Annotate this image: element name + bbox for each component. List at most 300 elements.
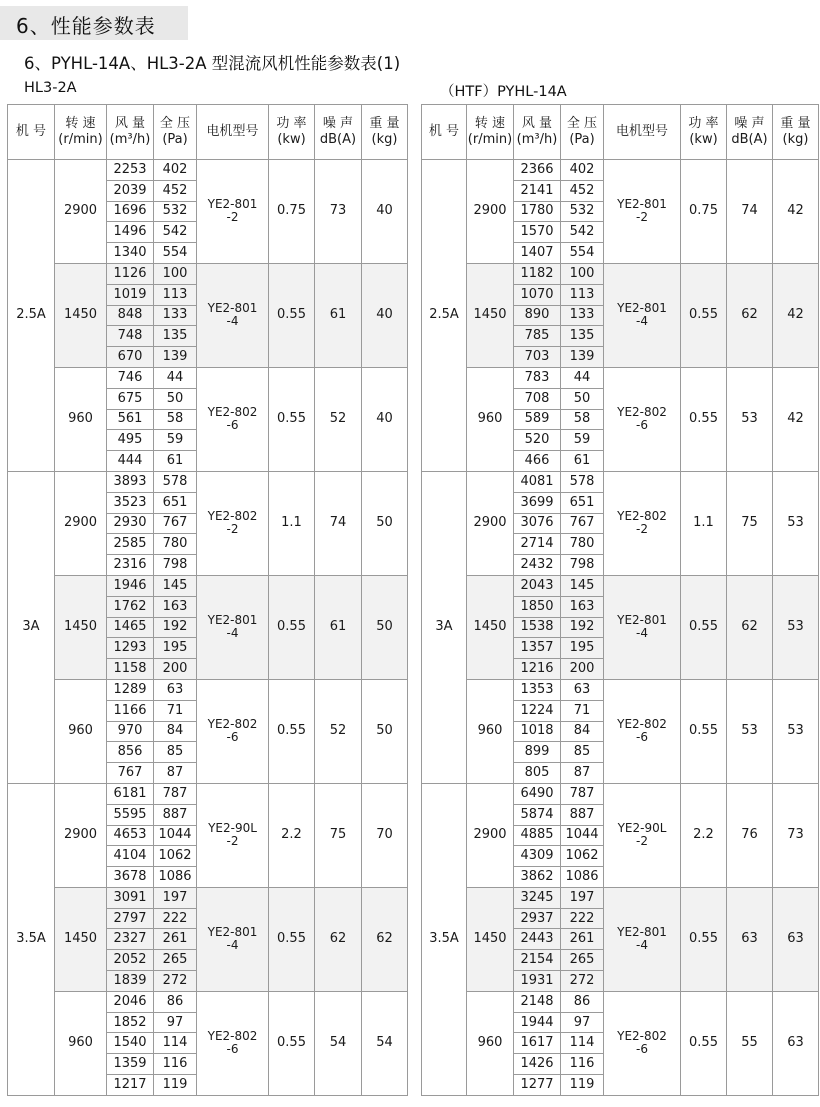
performance-table-pyhl-14a — [421, 104, 819, 1096]
pressure-cell: 554 — [154, 243, 197, 264]
header-unit: (m³/h) — [516, 132, 558, 147]
pressure-cell: 84 — [154, 721, 197, 742]
pressure-cell: 145 — [154, 575, 197, 596]
noise-cell: 75 — [315, 783, 362, 887]
pressure-cell: 265 — [561, 950, 604, 971]
airflow-cell: 899 — [514, 742, 561, 763]
pressure-cell: 887 — [561, 804, 604, 825]
pressure-cell: 651 — [154, 492, 197, 513]
header-label: 噪 声 — [734, 116, 765, 131]
speed-cell: 2900 — [467, 160, 514, 264]
pressure-cell: 97 — [561, 1012, 604, 1033]
header-pressure — [154, 105, 197, 160]
noise-cell: 53 — [727, 679, 773, 783]
pressure-cell: 163 — [154, 596, 197, 617]
pressure-cell: 542 — [561, 222, 604, 243]
pressure-cell: 197 — [154, 887, 197, 908]
motor-pole-line: -6 — [636, 1042, 648, 1057]
airflow-cell: 2432 — [514, 555, 561, 576]
header-label: 转 速 — [474, 116, 506, 131]
section-title: 6、性能参数表 — [16, 14, 156, 38]
header-noise — [727, 105, 773, 160]
pressure-cell: 192 — [154, 617, 197, 638]
airflow-cell: 1353 — [514, 679, 561, 700]
weight-cell: 54 — [362, 991, 408, 1095]
motor-pole-line: -2 — [226, 522, 239, 537]
table-label-pyhl-14a: （HTF）PYHL-14A — [440, 84, 567, 100]
power-cell: 0.55 — [681, 887, 727, 991]
pressure-cell: 87 — [561, 763, 604, 784]
motor-pole-line: -6 — [636, 418, 648, 433]
power-cell: 0.55 — [269, 991, 315, 1095]
noise-cell: 55 — [727, 991, 773, 1095]
motor-model-line: YE2-802 — [207, 509, 258, 524]
pressure-cell: 61 — [561, 451, 604, 472]
header-label: 风 量 — [114, 116, 146, 131]
motor-model-line: YE2-801 — [617, 301, 667, 316]
pressure-cell: 84 — [561, 721, 604, 742]
header-label: 功 率 — [688, 116, 719, 131]
motor-cell — [197, 160, 269, 264]
pressure-cell: 133 — [561, 305, 604, 326]
speed-cell: 960 — [55, 367, 107, 471]
pressure-cell: 63 — [561, 679, 604, 700]
airflow-cell: 1538 — [514, 617, 561, 638]
pressure-cell: 71 — [561, 700, 604, 721]
weight-cell: 42 — [773, 160, 819, 264]
weight-cell: 42 — [773, 367, 819, 471]
weight-cell: 62 — [362, 887, 408, 991]
pressure-cell: 272 — [154, 971, 197, 992]
weight-cell: 50 — [362, 575, 408, 679]
header-speed — [55, 105, 107, 160]
noise-cell: 62 — [727, 575, 773, 679]
airflow-cell: 2043 — [514, 575, 561, 596]
airflow-cell: 2443 — [514, 929, 561, 950]
model-cell: 3A — [8, 471, 55, 783]
power-cell: 0.55 — [269, 367, 315, 471]
power-cell: 0.55 — [269, 679, 315, 783]
speed-cell: 960 — [55, 679, 107, 783]
noise-cell: 74 — [727, 160, 773, 264]
motor-model-line: YE2-90L — [617, 821, 667, 836]
pressure-cell: 58 — [561, 409, 604, 430]
pressure-cell: 139 — [154, 347, 197, 368]
table-row — [422, 575, 819, 596]
speed-cell: 2900 — [55, 783, 107, 887]
pressure-cell: 452 — [561, 180, 604, 201]
airflow-cell: 495 — [107, 430, 154, 451]
header-model — [422, 105, 467, 160]
header-label: 全 压 — [159, 116, 191, 131]
weight-cell: 40 — [362, 367, 408, 471]
pressure-cell: 116 — [154, 1054, 197, 1075]
motor-model-line: YE2-802 — [617, 1029, 667, 1044]
pressure-cell: 222 — [154, 908, 197, 929]
pressure-cell: 1062 — [154, 846, 197, 867]
airflow-cell: 1780 — [514, 201, 561, 222]
airflow-cell: 1289 — [107, 679, 154, 700]
table-row — [8, 160, 408, 181]
pressure-cell: 578 — [561, 471, 604, 492]
speed-cell: 2900 — [55, 160, 107, 264]
airflow-cell: 3091 — [107, 887, 154, 908]
table-row — [8, 783, 408, 804]
header-label: 重 量 — [780, 116, 811, 131]
airflow-cell: 1839 — [107, 971, 154, 992]
motor-cell — [604, 263, 681, 367]
pressure-cell: 100 — [561, 263, 604, 284]
power-cell: 0.75 — [269, 160, 315, 264]
power-cell: 0.55 — [681, 991, 727, 1095]
pressure-cell: 787 — [561, 783, 604, 804]
airflow-cell: 2141 — [514, 180, 561, 201]
power-cell: 0.55 — [681, 367, 727, 471]
airflow-cell: 6490 — [514, 783, 561, 804]
airflow-cell: 1217 — [107, 1075, 154, 1096]
pressure-cell: 1086 — [154, 867, 197, 888]
motor-cell — [604, 783, 681, 887]
table-row — [422, 160, 819, 181]
airflow-cell: 746 — [107, 367, 154, 388]
header-motor — [197, 105, 269, 160]
header-weight — [773, 105, 819, 160]
pressure-cell: 61 — [154, 451, 197, 472]
table-row — [422, 471, 819, 492]
pressure-cell: 261 — [561, 929, 604, 950]
noise-cell: 61 — [315, 575, 362, 679]
table-row — [422, 887, 819, 908]
table-row — [422, 991, 819, 1012]
weight-cell: 40 — [362, 160, 408, 264]
pressure-cell: 116 — [561, 1054, 604, 1075]
power-cell: 0.55 — [681, 263, 727, 367]
noise-cell: 62 — [727, 263, 773, 367]
airflow-cell: 1407 — [514, 243, 561, 264]
airflow-cell: 890 — [514, 305, 561, 326]
airflow-cell: 3523 — [107, 492, 154, 513]
speed-cell: 1450 — [467, 263, 514, 367]
model-cell: 2.5A — [422, 160, 467, 472]
motor-pole-line: -6 — [226, 730, 239, 745]
airflow-cell: 1070 — [514, 284, 561, 305]
pressure-cell: 119 — [561, 1075, 604, 1096]
motor-pole-line: -6 — [226, 418, 239, 433]
noise-cell: 61 — [315, 263, 362, 367]
speed-cell: 1450 — [467, 887, 514, 991]
speed-cell: 960 — [55, 991, 107, 1095]
airflow-cell: 1224 — [514, 700, 561, 721]
pressure-cell: 402 — [154, 160, 197, 181]
model-cell: 3.5A — [422, 783, 467, 1095]
table-row — [8, 263, 408, 284]
pressure-cell: 50 — [154, 388, 197, 409]
airflow-cell: 2366 — [514, 160, 561, 181]
pressure-cell: 195 — [154, 638, 197, 659]
pressure-cell: 85 — [154, 742, 197, 763]
pressure-cell: 113 — [561, 284, 604, 305]
airflow-cell: 2585 — [107, 534, 154, 555]
power-cell: 0.55 — [269, 575, 315, 679]
airflow-cell: 1216 — [514, 659, 561, 680]
table-row — [8, 575, 408, 596]
airflow-cell: 2253 — [107, 160, 154, 181]
power-cell: 0.55 — [681, 575, 727, 679]
motor-cell — [197, 991, 269, 1095]
airflow-cell: 1426 — [514, 1054, 561, 1075]
airflow-cell: 848 — [107, 305, 154, 326]
table-row — [8, 679, 408, 700]
airflow-cell: 444 — [107, 451, 154, 472]
header-motor — [604, 105, 681, 160]
airflow-cell: 466 — [514, 451, 561, 472]
weight-cell: 50 — [362, 471, 408, 575]
airflow-cell: 1357 — [514, 638, 561, 659]
weight-cell: 63 — [773, 991, 819, 1095]
airflow-cell: 3699 — [514, 492, 561, 513]
motor-pole-line: -4 — [226, 314, 239, 329]
header-power — [681, 105, 727, 160]
motor-model-line: YE2-802 — [207, 405, 258, 420]
airflow-cell: 783 — [514, 367, 561, 388]
pressure-cell: 133 — [154, 305, 197, 326]
pressure-cell: 767 — [154, 513, 197, 534]
header-airflow — [514, 105, 561, 160]
motor-cell — [604, 160, 681, 264]
airflow-cell: 785 — [514, 326, 561, 347]
weight-cell: 63 — [773, 887, 819, 991]
speed-cell: 960 — [467, 367, 514, 471]
model-cell: 3.5A — [8, 783, 55, 1095]
pressure-cell: 71 — [154, 700, 197, 721]
pressure-cell: 113 — [154, 284, 197, 305]
pressure-cell: 532 — [154, 201, 197, 222]
header-label: 噪 声 — [322, 116, 354, 131]
motor-pole-line: -4 — [226, 938, 239, 953]
airflow-cell: 4309 — [514, 846, 561, 867]
motor-model-line: YE2-802 — [617, 717, 667, 732]
airflow-cell: 4653 — [107, 825, 154, 846]
pressure-cell: 261 — [154, 929, 197, 950]
motor-cell — [604, 679, 681, 783]
table-row — [422, 679, 819, 700]
power-cell: 0.75 — [681, 160, 727, 264]
header-unit: (r/min) — [467, 132, 513, 147]
airflow-cell: 856 — [107, 742, 154, 763]
speed-cell: 960 — [467, 679, 514, 783]
motor-model-line: YE2-802 — [207, 1029, 258, 1044]
pressure-cell: 780 — [561, 534, 604, 555]
motor-pole-line: -2 — [636, 210, 648, 225]
airflow-cell: 3862 — [514, 867, 561, 888]
table-header-row — [8, 105, 408, 160]
pressure-cell: 222 — [561, 908, 604, 929]
airflow-cell: 561 — [107, 409, 154, 430]
motor-model-line: YE2-801 — [207, 197, 258, 212]
airflow-cell: 1158 — [107, 659, 154, 680]
header-unit: (kg) — [371, 132, 398, 147]
motor-model-line: YE2-801 — [207, 301, 258, 316]
power-cell: 2.2 — [681, 783, 727, 887]
power-cell: 1.1 — [681, 471, 727, 575]
motor-pole-line: -2 — [636, 522, 648, 537]
pressure-cell: 1044 — [154, 825, 197, 846]
pressure-cell: 58 — [154, 409, 197, 430]
header-pressure — [561, 105, 604, 160]
motor-cell — [197, 679, 269, 783]
noise-cell: 73 — [315, 160, 362, 264]
airflow-cell: 1944 — [514, 1012, 561, 1033]
pressure-cell: 119 — [154, 1075, 197, 1096]
speed-cell: 2900 — [467, 783, 514, 887]
airflow-cell: 1126 — [107, 263, 154, 284]
pressure-cell: 63 — [154, 679, 197, 700]
motor-pole-line: -6 — [226, 1042, 239, 1057]
airflow-cell: 3245 — [514, 887, 561, 908]
speed-cell: 1450 — [467, 575, 514, 679]
motor-pole-line: -4 — [636, 314, 648, 329]
airflow-cell: 2930 — [107, 513, 154, 534]
noise-cell: 54 — [315, 991, 362, 1095]
airflow-cell: 1617 — [514, 1033, 561, 1054]
header-noise — [315, 105, 362, 160]
airflow-cell: 1465 — [107, 617, 154, 638]
pressure-cell: 651 — [561, 492, 604, 513]
airflow-cell: 2052 — [107, 950, 154, 971]
airflow-cell: 767 — [107, 763, 154, 784]
motor-pole-line: -2 — [226, 834, 239, 849]
airflow-cell: 970 — [107, 721, 154, 742]
header-power — [269, 105, 315, 160]
table-row — [422, 263, 819, 284]
airflow-cell: 1293 — [107, 638, 154, 659]
pressure-cell: 44 — [561, 367, 604, 388]
pressure-cell: 1044 — [561, 825, 604, 846]
airflow-cell: 2148 — [514, 991, 561, 1012]
speed-cell: 2900 — [467, 471, 514, 575]
table-row — [8, 471, 408, 492]
motor-cell — [197, 783, 269, 887]
header-label: 机 号 — [428, 124, 460, 139]
header-label: 功 率 — [276, 116, 307, 131]
airflow-cell: 1359 — [107, 1054, 154, 1075]
weight-cell: 70 — [362, 783, 408, 887]
pressure-cell: 452 — [154, 180, 197, 201]
pressure-cell: 59 — [561, 430, 604, 451]
document-subtitle: 6、PYHL-14A、HL3-2A 型混流风机性能参数表(1) — [24, 54, 401, 73]
airflow-cell: 589 — [514, 409, 561, 430]
header-model — [8, 105, 55, 160]
motor-cell — [197, 887, 269, 991]
motor-pole-line: -6 — [636, 730, 648, 745]
motor-model-line: YE2-801 — [617, 925, 667, 940]
speed-cell: 2900 — [55, 471, 107, 575]
airflow-cell: 2154 — [514, 950, 561, 971]
header-label: 电机型号 — [206, 124, 259, 139]
noise-cell: 52 — [315, 679, 362, 783]
airflow-cell: 748 — [107, 326, 154, 347]
weight-cell: 73 — [773, 783, 819, 887]
pressure-cell: 402 — [561, 160, 604, 181]
header-weight — [362, 105, 408, 160]
pressure-cell: 86 — [154, 991, 197, 1012]
pressure-cell: 192 — [561, 617, 604, 638]
airflow-cell: 2714 — [514, 534, 561, 555]
header-unit: dB(A) — [319, 132, 357, 147]
header-unit: (Pa) — [569, 132, 595, 147]
airflow-cell: 4885 — [514, 825, 561, 846]
airflow-cell: 520 — [514, 430, 561, 451]
airflow-cell: 4081 — [514, 471, 561, 492]
motor-pole-line: -4 — [226, 626, 239, 641]
header-unit: dB(A) — [731, 132, 768, 147]
airflow-cell: 670 — [107, 347, 154, 368]
motor-model-line: YE2-802 — [617, 405, 667, 420]
airflow-cell: 2797 — [107, 908, 154, 929]
power-cell: 2.2 — [269, 783, 315, 887]
pressure-cell: 145 — [561, 575, 604, 596]
pressure-cell: 1062 — [561, 846, 604, 867]
airflow-cell: 3678 — [107, 867, 154, 888]
airflow-cell: 2046 — [107, 991, 154, 1012]
motor-pole-line: -2 — [226, 210, 239, 225]
airflow-cell: 1019 — [107, 284, 154, 305]
pressure-cell: 114 — [154, 1033, 197, 1054]
power-cell: 0.55 — [681, 679, 727, 783]
motor-cell — [604, 367, 681, 471]
header-speed — [467, 105, 514, 160]
noise-cell: 75 — [727, 471, 773, 575]
noise-cell: 76 — [727, 783, 773, 887]
table-row — [8, 887, 408, 908]
airflow-cell: 3893 — [107, 471, 154, 492]
pressure-cell: 114 — [561, 1033, 604, 1054]
pressure-cell: 1086 — [561, 867, 604, 888]
noise-cell: 63 — [727, 887, 773, 991]
header-airflow — [107, 105, 154, 160]
pressure-cell: 532 — [561, 201, 604, 222]
motor-cell — [197, 575, 269, 679]
motor-model-line: YE2-90L — [208, 821, 257, 836]
airflow-cell: 1570 — [514, 222, 561, 243]
pressure-cell: 787 — [154, 783, 197, 804]
table-header-row — [422, 105, 819, 160]
motor-model-line: YE2-801 — [617, 197, 667, 212]
header-unit: (m³/h) — [109, 132, 151, 147]
model-cell: 2.5A — [8, 160, 55, 472]
airflow-cell: 1340 — [107, 243, 154, 264]
model-cell: 3A — [422, 471, 467, 783]
table-row — [422, 783, 819, 804]
header-label: 转 速 — [65, 116, 96, 131]
power-cell: 0.55 — [269, 263, 315, 367]
airflow-cell: 675 — [107, 388, 154, 409]
weight-cell: 53 — [773, 575, 819, 679]
power-cell: 0.55 — [269, 887, 315, 991]
speed-cell: 1450 — [55, 263, 107, 367]
motor-cell — [604, 471, 681, 575]
pressure-cell: 100 — [154, 263, 197, 284]
motor-cell — [197, 263, 269, 367]
airflow-cell: 2316 — [107, 555, 154, 576]
pressure-cell: 887 — [154, 804, 197, 825]
header-unit: (kw) — [689, 132, 718, 147]
table-row — [8, 367, 408, 388]
motor-model-line: YE2-801 — [207, 925, 258, 940]
pressure-cell: 139 — [561, 347, 604, 368]
airflow-cell: 1166 — [107, 700, 154, 721]
pressure-cell: 272 — [561, 971, 604, 992]
